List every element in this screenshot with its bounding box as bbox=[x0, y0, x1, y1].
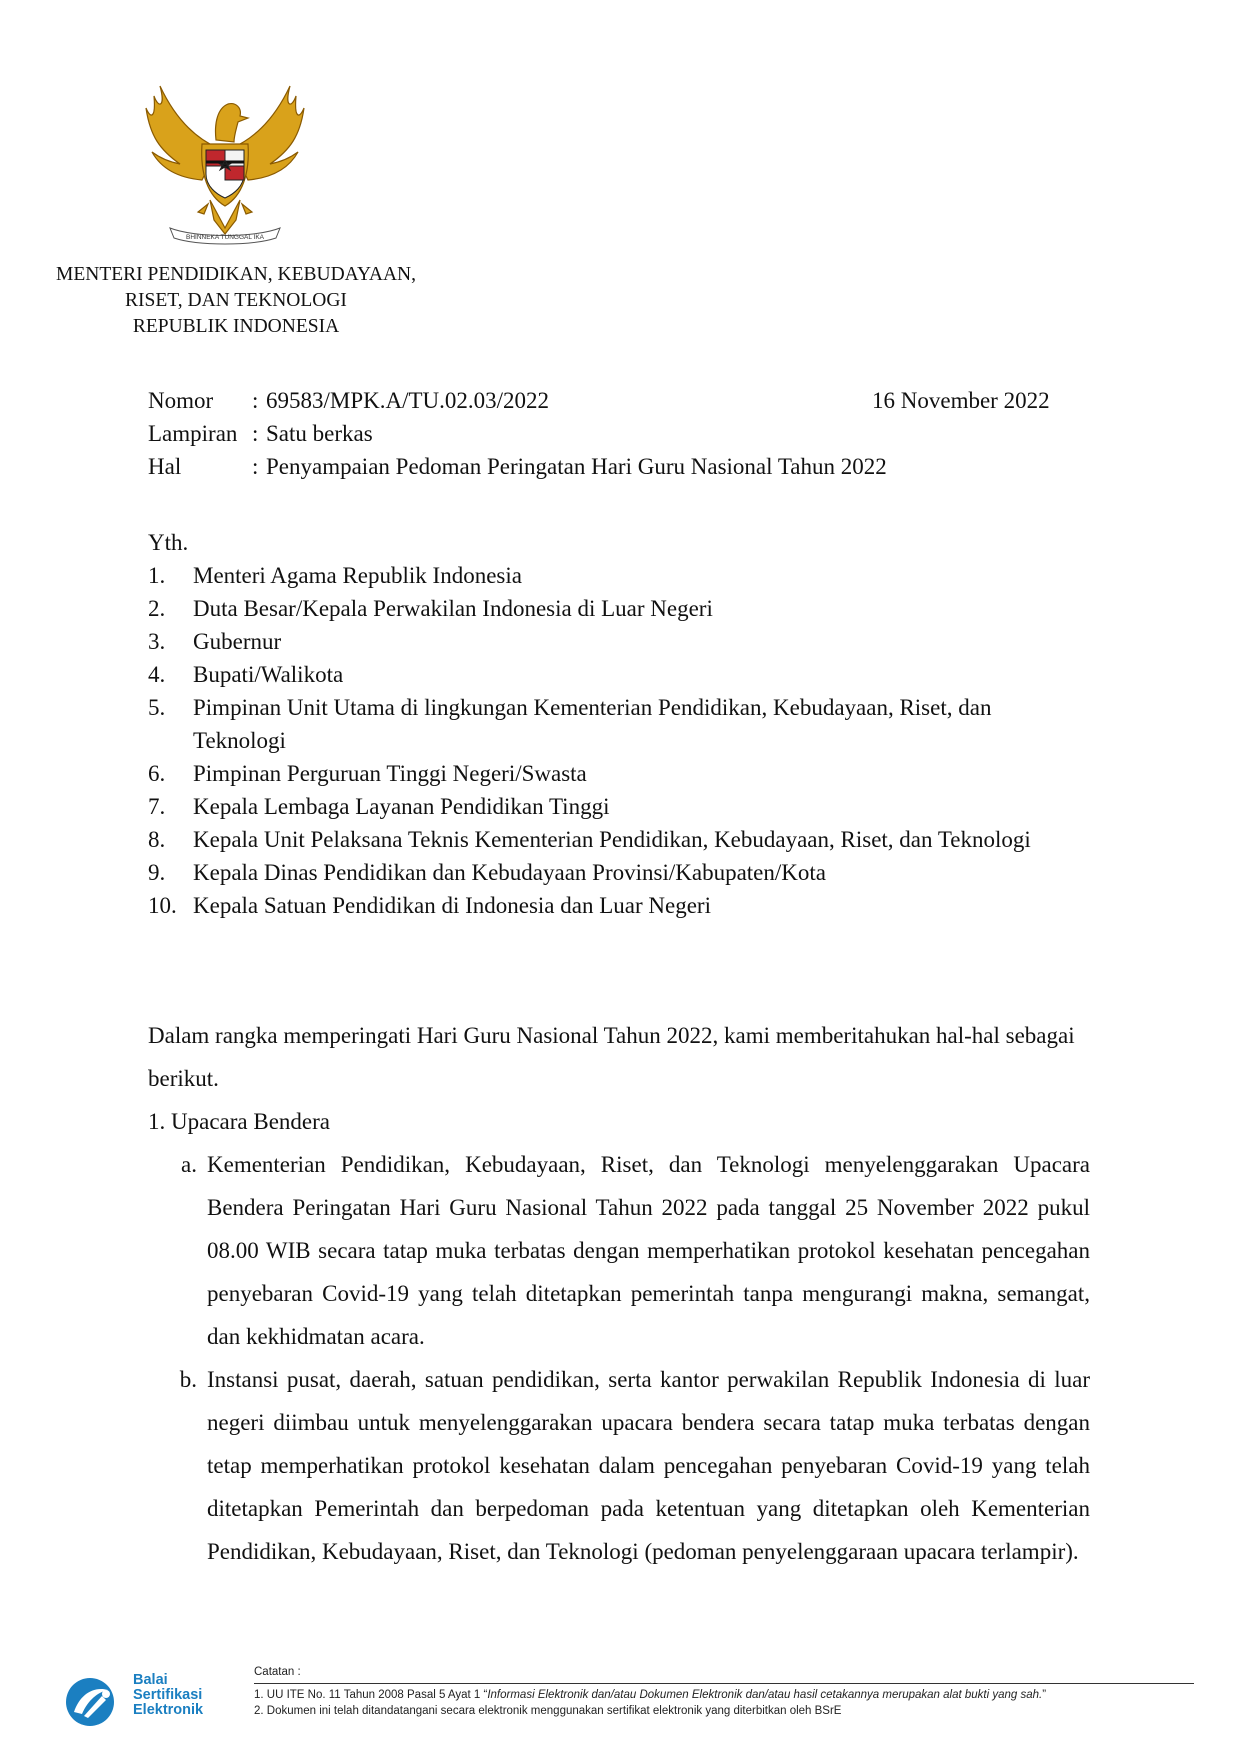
note-1-prefix: 1. UU ITE No. 11 Tahun 2008 Pasal 5 Ayat 1 “ bbox=[254, 1689, 488, 1701]
list-item bbox=[148, 856, 1068, 889]
note-1-suffix: ” bbox=[1042, 1689, 1047, 1701]
lampiran-row bbox=[148, 417, 887, 450]
list-number: 7. bbox=[148, 794, 166, 819]
nomor-value: 69583/MPK.A/TU.02.03/2022 bbox=[266, 388, 550, 413]
notes-divider bbox=[254, 1683, 1194, 1684]
nomor-row bbox=[148, 384, 887, 417]
hal-row bbox=[148, 450, 887, 483]
logo-line-2: Sertifikasi bbox=[133, 1687, 203, 1703]
list-number: 4. bbox=[148, 662, 166, 687]
letter-meta bbox=[148, 384, 887, 483]
nomor-separator: : bbox=[252, 388, 259, 413]
ministry-line-3: REPUBLIK INDONESIA bbox=[132, 316, 340, 337]
ministry-line-1: MENTERI PENDIDIKAN, KEBUDAYAAN, bbox=[55, 264, 417, 285]
sub-item-letter: b. bbox=[179, 1367, 197, 1392]
logo-line-3: Elektronik bbox=[133, 1702, 204, 1718]
list-number: 3. bbox=[148, 629, 166, 654]
lampiran-separator: : bbox=[252, 421, 259, 446]
list-text: Menteri Agama Republik Indonesia bbox=[193, 563, 522, 588]
list-text: Bupati/Walikota bbox=[193, 662, 344, 687]
salutation: Yth. bbox=[148, 530, 189, 555]
list-text: Kepala Dinas Pendidikan dan Kebudayaan Provinsi/Kabupaten/Kota bbox=[193, 860, 826, 885]
lampiran-value: Satu berkas bbox=[266, 421, 373, 446]
list-item bbox=[148, 757, 1068, 790]
hal-label: Hal bbox=[148, 454, 182, 479]
footer-notes bbox=[254, 1666, 1194, 1719]
list-number: 5. bbox=[148, 695, 166, 720]
letter-date: 16 November 2022 bbox=[872, 388, 1050, 413]
logo-line-1: Balai bbox=[133, 1672, 168, 1688]
list-text: Kepala Satuan Pendidikan di Indonesia dan Luar Negeri bbox=[193, 893, 711, 918]
bsre-logo-text bbox=[133, 1673, 203, 1718]
intro-paragraph: Dalam rangka memperingati Hari Guru Nasional Tahun 2022, kami memberitahukan hal-hal sebagai berikut. bbox=[148, 1023, 1075, 1091]
list-item bbox=[148, 625, 1068, 658]
svg-text:BHINNEKA TUNGGAL IKA: BHINNEKA TUNGGAL IKA bbox=[185, 234, 265, 241]
ministry-heading bbox=[36, 262, 436, 340]
list-item bbox=[148, 559, 1068, 592]
note-2: 2. Dokumen ini telah ditandatangani secara elektronik menggunakan sertifikat elektronik yang diterbitkan oleh BSrE bbox=[254, 1705, 842, 1717]
notes-title: Catatan : bbox=[254, 1666, 301, 1678]
list-number: 2. bbox=[148, 596, 166, 621]
list-item bbox=[148, 823, 1068, 856]
list-text: Kepala Unit Pelaksana Teknis Kementerian Pendidikan, Kebudayaan, Riset, dan Teknologi bbox=[193, 827, 1031, 852]
list-item bbox=[148, 658, 1068, 691]
sub-item-a bbox=[148, 1143, 1090, 1358]
sub-item-text: Kementerian Pendidikan, Kebudayaan, Riset, dan Teknologi menyelenggarakan Upacara Bendera Peringatan Hari Guru Nasional Tahun 2022 pada tanggal 25 November 2022 pukul 08.00 WIB secara tatap muka terbatas dengan memperhatikan protokol kesehatan pencegahan penyebaran Covid-19 yang telah ditetapkan pemerintah tanpa mengurangi makna, semangat, dan kekhidmatan acara. bbox=[207, 1152, 1090, 1349]
recipient-list bbox=[148, 559, 1068, 922]
garuda-pancasila-emblem-icon bbox=[140, 78, 310, 248]
sub-item-b bbox=[148, 1358, 1090, 1573]
list-number: 8. bbox=[148, 827, 166, 852]
ministry-line-2: RISET, DAN TEKNOLOGI bbox=[125, 290, 347, 311]
list-item bbox=[148, 691, 1068, 757]
sub-item-letter: a. bbox=[181, 1152, 197, 1177]
list-item bbox=[148, 790, 1068, 823]
lampiran-label: Lampiran bbox=[148, 421, 238, 446]
sub-item-text: Instansi pusat, daerah, satuan pendidikan, serta kantor perwakilan Republik Indonesia di luar negeri diimbau untuk menyelenggarakan upacara bendera secara tatap muka terbatas dengan tetap memperhatikan protokol kesehatan dalam pencegahan penyebaran Covid-19 yang telah ditetapkan Pemerintah dan berpedoman pada ketentuan yang ditetapkan oleh Kementerian Pendidikan, Kebudayaan, Riset, dan Teknologi (pedoman penyelenggaraan upacara terlampir). bbox=[207, 1367, 1090, 1564]
list-number: 9. bbox=[148, 860, 166, 885]
list-item bbox=[148, 592, 1068, 625]
list-text: Duta Besar/Kepala Perwakilan Indonesia di Luar Negeri bbox=[193, 596, 713, 621]
hal-separator: : bbox=[252, 454, 259, 479]
list-number: 6. bbox=[148, 761, 166, 786]
nomor-label: Nomor bbox=[148, 388, 214, 413]
list-text: Gubernur bbox=[193, 629, 282, 654]
list-text: Pimpinan Perguruan Tinggi Negeri/Swasta bbox=[193, 761, 587, 786]
section-1-title: 1. Upacara Bendera bbox=[148, 1109, 330, 1134]
hal-value: Penyampaian Pedoman Peringatan Hari Guru Nasional Tahun 2022 bbox=[266, 454, 887, 479]
list-text: Kepala Lembaga Layanan Pendidikan Tinggi bbox=[193, 794, 610, 819]
list-item bbox=[148, 889, 1068, 922]
list-text: Pimpinan Unit Utama di lingkungan Kementerian Pendidikan, Kebudayaan, Riset, dan Teknologi bbox=[193, 695, 992, 753]
list-number: 1. bbox=[148, 563, 166, 588]
list-number: 10. bbox=[148, 893, 177, 918]
note-1 bbox=[254, 1687, 1194, 1703]
note-1-quote: Informasi Elektronik dan/atau Dokumen Elektronik dan/atau hasil cetakannya merupakan alat bukti yang sah. bbox=[487, 1689, 1043, 1701]
